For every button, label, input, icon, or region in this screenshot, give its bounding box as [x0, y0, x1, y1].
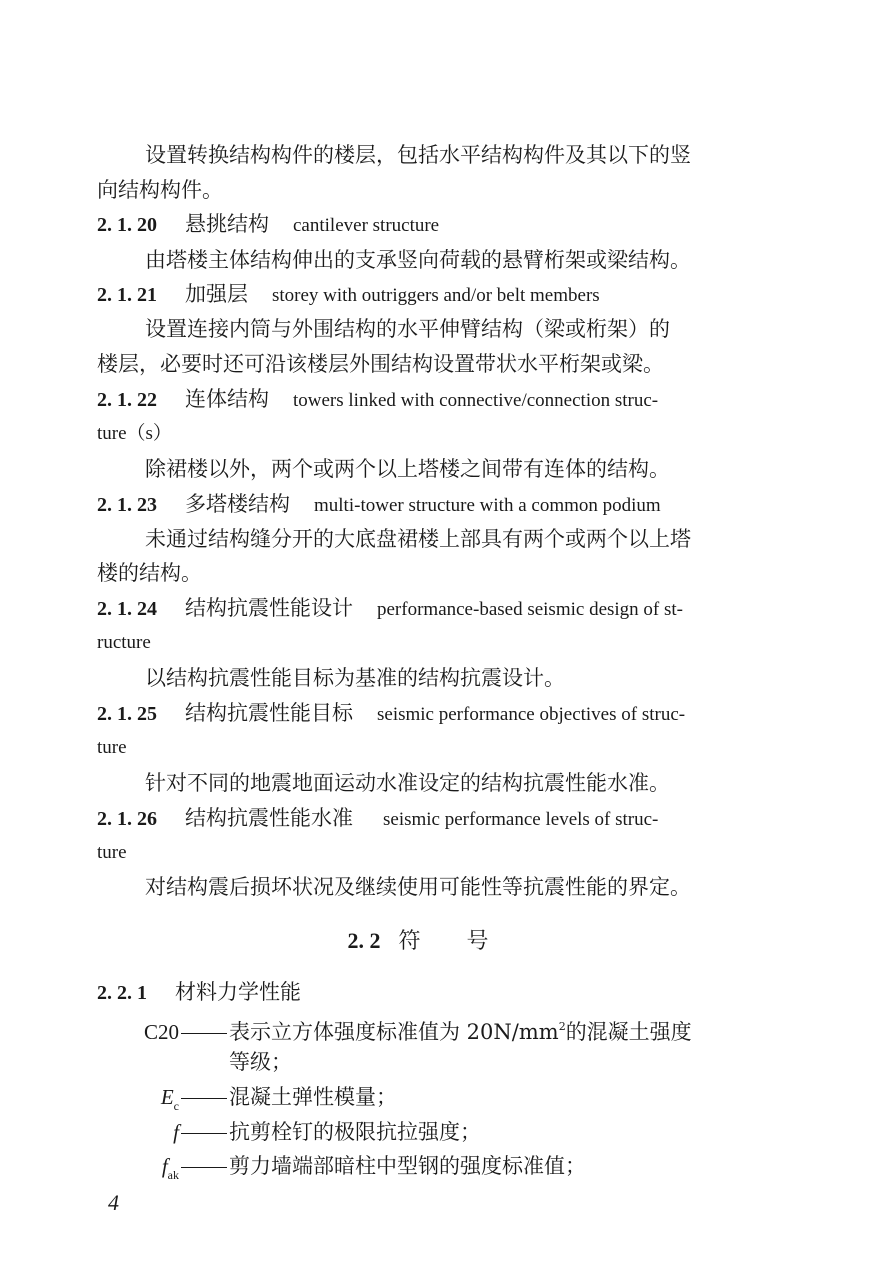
term-number: 2. 1. 23 — [97, 494, 157, 516]
em-dash — [181, 1133, 227, 1134]
term-2-1-21 — [97, 280, 600, 310]
symbol-desc: 表示立方体强度标准值为 20N/mm — [229, 1020, 559, 1044]
term-2-1-23 — [97, 490, 661, 520]
term-chinese: 连体结构 — [185, 387, 269, 411]
term-number: 2. 1. 26 — [97, 808, 157, 830]
symbol-c20 — [97, 1013, 692, 1046]
term-english: multi-tower structure with a common podium — [314, 495, 661, 516]
term-2-1-26 — [97, 804, 658, 834]
symbol-f — [97, 1118, 481, 1146]
section-title: 符号 — [398, 929, 535, 954]
definition: 由塔楼主体结构伸出的支承竖向荷载的悬臂桁架或梁结构。 — [145, 248, 691, 272]
subscript: c — [173, 1099, 179, 1113]
term-chinese: 结构抗震性能设计 — [185, 596, 353, 620]
term-english: performance-based seismic design of st- — [377, 599, 684, 620]
term-english: seismic performance objectives of struc- — [377, 704, 686, 725]
term-2-1-20 — [97, 210, 439, 240]
term-number: 2. 1. 20 — [97, 214, 157, 236]
term-number: 2. 1. 22 — [97, 389, 157, 411]
superscript: 2 — [558, 1020, 566, 1033]
term-english-cont: ture（s） — [97, 423, 172, 444]
section-number: 2. 2 — [347, 928, 381, 953]
subsection-title: 材料力学性能 — [175, 980, 301, 1004]
term-chinese: 结构抗震性能水准 — [185, 806, 353, 830]
symbol-desc: 抗剪栓钉的极限抗拉强度； — [229, 1120, 481, 1144]
subscript: ak — [167, 1168, 179, 1182]
page-number: 4 — [108, 1190, 119, 1215]
term-english: storey with outriggers and/or belt members — [272, 285, 600, 306]
term-number: 2. 1. 21 — [97, 284, 157, 306]
symbol-name: C20 — [143, 1020, 179, 1044]
subsection-2-2-1 — [97, 978, 301, 1007]
em-dash — [181, 1033, 227, 1034]
term-number: 2. 1. 25 — [97, 703, 157, 725]
term-chinese: 结构抗震性能目标 — [185, 701, 353, 725]
term-chinese: 加强层 — [185, 282, 248, 306]
term-english-cont: ture — [97, 842, 127, 863]
term-english: seismic performance levels of struc- — [383, 809, 659, 830]
term-number: 2. 1. 24 — [97, 598, 157, 620]
symbol-name: f — [173, 1120, 179, 1144]
definition: 楼层，必要时还可沿该楼层外围结构设置带状水平桁架或梁。 — [97, 352, 664, 376]
symbol-fak — [97, 1152, 586, 1189]
definition: 以结构抗震性能目标为基准的结构抗震设计。 — [145, 666, 565, 690]
definition: 楼的结构。 — [97, 561, 202, 585]
text-line: 设置转换结构构件的楼层，包括水平结构构件及其以下的竖 — [145, 143, 691, 167]
term-chinese: 多塔楼结构 — [185, 492, 290, 516]
term-2-1-22 — [97, 385, 658, 415]
definition: 针对不同的地震地面运动水准设定的结构抗震性能水准。 — [145, 771, 670, 795]
symbol-ec — [97, 1083, 397, 1120]
symbol-desc: 混凝土弹性模量； — [229, 1085, 397, 1109]
symbol-desc: 的混凝土强度 — [565, 1020, 692, 1044]
symbol-letter: E — [160, 1085, 174, 1109]
term-chinese: 悬挑结构 — [185, 212, 269, 236]
symbol-desc: 剪力墙端部暗柱中型钢的强度标准值； — [229, 1154, 586, 1178]
term-english-cont: ructure — [97, 632, 151, 653]
subsection-number: 2. 2. 1 — [97, 982, 147, 1004]
text-line: 向结构构件。 — [97, 178, 223, 202]
symbol-desc-cont: 等级； — [229, 1050, 292, 1074]
definition: 未通过结构缝分开的大底盘裙楼上部具有两个或两个以上塔 — [145, 527, 691, 551]
term-2-1-25 — [97, 699, 685, 729]
symbol-letter: f — [161, 1154, 168, 1178]
em-dash — [181, 1167, 227, 1168]
definition: 除裙楼以外，两个或两个以上塔楼之间带有连体的结构。 — [145, 457, 670, 481]
section-heading — [0, 924, 882, 955]
term-english: towers linked with connective/connection struc- — [293, 390, 659, 411]
symbol-name — [97, 1083, 179, 1120]
symbol-name — [97, 1152, 179, 1189]
term-2-1-24 — [97, 594, 683, 624]
em-dash — [181, 1098, 227, 1099]
definition: 对结构震后损坏状况及继续使用可能性等抗震性能的界定。 — [145, 875, 691, 899]
definition: 设置连接内筒与外围结构的水平伸臂结构（梁或桁架）的 — [145, 317, 670, 341]
term-english: cantilever structure — [293, 215, 440, 236]
term-english-cont: ture — [97, 737, 127, 758]
